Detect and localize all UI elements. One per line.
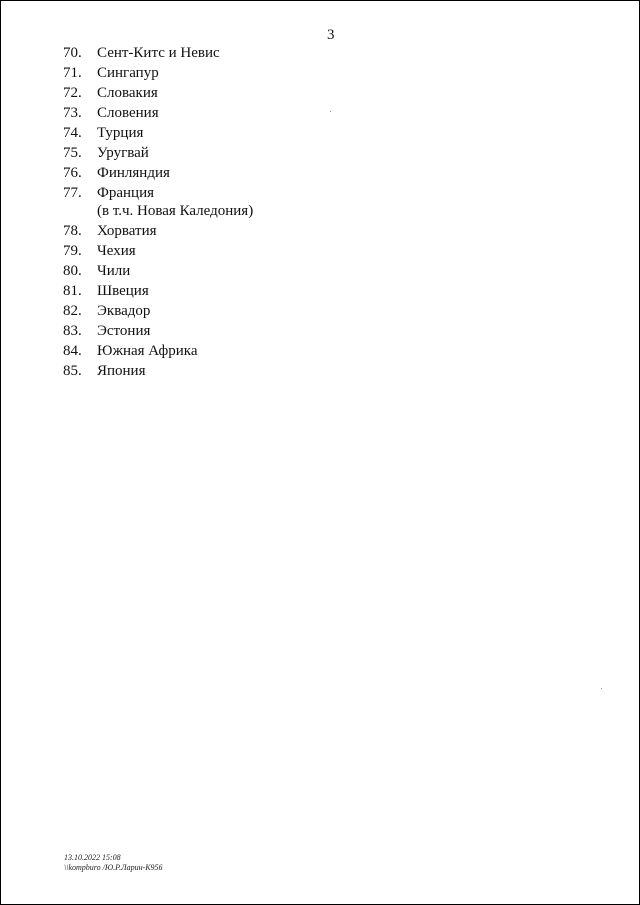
list-item	[63, 242, 383, 260]
list-item	[63, 184, 383, 220]
footer-file-path: \\kompburo /Ю.Р.Ларин-К956	[64, 863, 163, 872]
item-name: Словения	[97, 105, 159, 121]
item-name: Франция	[97, 185, 154, 201]
item-name: Чехия	[97, 243, 136, 259]
item-number: 72.	[63, 85, 82, 101]
item-name: Финляндия	[97, 165, 170, 181]
item-number: 77.	[63, 185, 82, 201]
list-item	[63, 164, 383, 182]
item-number: 80.	[63, 263, 82, 279]
list-item	[63, 64, 383, 82]
list-item	[63, 124, 383, 142]
list-item	[63, 342, 383, 360]
item-name: Сент-Китс и Невис	[97, 45, 220, 61]
item-number: 81.	[63, 283, 82, 299]
item-note: (в т.ч. Новая Каледония)	[97, 203, 254, 219]
item-number: 78.	[63, 223, 82, 239]
item-number: 75.	[63, 145, 82, 161]
item-number: 70.	[63, 45, 82, 61]
item-number: 79.	[63, 243, 82, 259]
item-number: 85.	[63, 363, 82, 379]
item-name: Сингапур	[97, 65, 159, 81]
item-name: Япония	[97, 363, 146, 379]
list-item	[63, 84, 383, 102]
scan-speck	[601, 688, 602, 689]
list-item	[63, 322, 383, 340]
list-item	[63, 104, 383, 122]
footer-datetime: 13.10.2022 15:08	[64, 853, 121, 862]
item-name: Словакия	[97, 85, 158, 101]
scan-speck	[330, 111, 331, 112]
list-item	[63, 262, 383, 280]
item-number: 71.	[63, 65, 82, 81]
document-footer	[64, 853, 163, 873]
list-item	[63, 362, 383, 380]
item-number: 84.	[63, 343, 82, 359]
item-name: Южная Африка	[97, 343, 198, 359]
item-number: 76.	[63, 165, 82, 181]
item-name: Уругвай	[97, 145, 149, 161]
country-list	[63, 44, 383, 382]
item-name: Швеция	[97, 283, 149, 299]
item-name: Турция	[97, 125, 144, 141]
list-item	[63, 144, 383, 162]
item-name: Хорватия	[97, 223, 157, 239]
list-item	[63, 222, 383, 240]
list-item	[63, 302, 383, 320]
item-name: Эквадор	[97, 303, 151, 319]
list-item	[63, 44, 383, 62]
item-number: 82.	[63, 303, 82, 319]
item-number: 74.	[63, 125, 82, 141]
item-number: 83.	[63, 323, 82, 339]
item-name: Чили	[97, 263, 131, 279]
item-number: 73.	[63, 105, 82, 121]
page-number: 3	[327, 27, 335, 43]
list-item	[63, 282, 383, 300]
item-name: Эстония	[97, 323, 151, 339]
